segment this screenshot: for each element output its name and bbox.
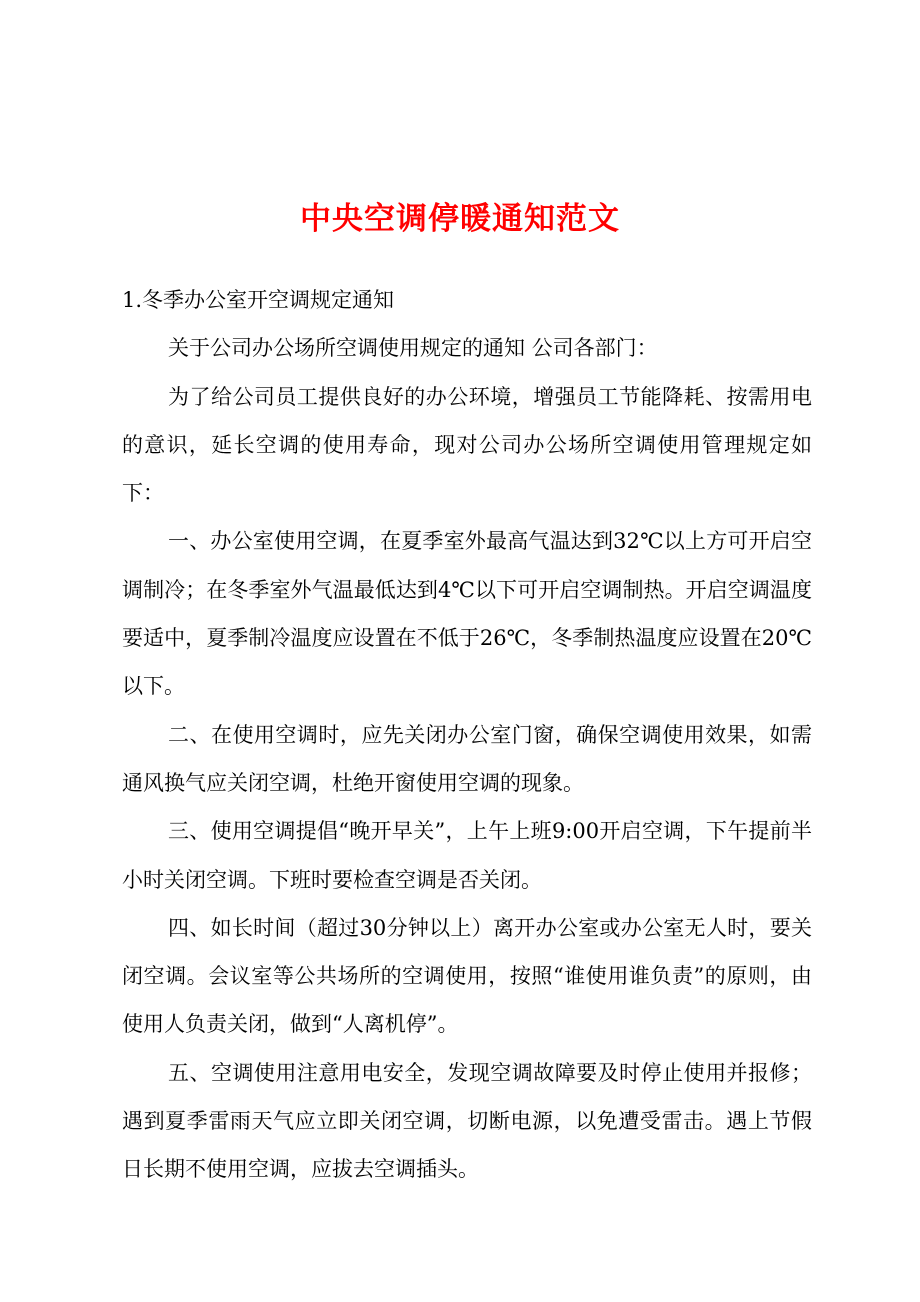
document-title: 中央空调停暖通知范文: [300, 201, 620, 237]
rule-1-paragraph: 一、办公室使用空调，在夏季室外最高气温达到32℃以上方可开启空调制冷；在冬季室外气温最低达到4℃以下可开启空调制热。开启空调温度要适中，夏季制冷温度应设置在不低于26℃，冬季制热温度应设置在20℃以下。: [122, 529, 812, 699]
rule-4-paragraph: 四、如长时间（超过30分钟以上）离开办公室或办公室无人时，要关闭空调。会议室等公共场所的空调使用，按照“谁使用谁负责”的原则，由使用人负责关闭，做到“人离机停”。: [122, 915, 812, 1037]
document-body: [122, 276, 812, 1194]
rule-5-paragraph: 五、空调使用注意用电安全，发现空调故障要及时停止使用并报修；遇到夏季雷雨天气应立即关闭空调，切断电源，以免遭受雷击。遇上节假日长期不使用空调，应拔去空调插头。: [122, 1060, 812, 1182]
rule-3-paragraph: 三、使用空调提倡“晚开早关”，上午上班9:00开启空调，下午提前半小时关闭空调。下班时要检查空调是否关闭。: [122, 819, 812, 892]
section-heading: 1.冬季办公室开空调规定通知: [122, 288, 395, 312]
rule-2-paragraph: 二、在使用空调时，应先关闭办公室门窗，确保空调使用效果，如需通风换气应关闭空调，杜绝开窗使用空调的现象。: [122, 722, 812, 795]
intro-paragraph: 为了给公司员工提供良好的办公环境，增强员工节能降耗、按需用电的意识，延长空调的使用寿命，现对公司办公场所空调使用管理规定如下：: [122, 384, 812, 506]
notice-heading-paragraph: 关于公司办公场所空调使用规定的通知 公司各部门：: [168, 336, 658, 361]
